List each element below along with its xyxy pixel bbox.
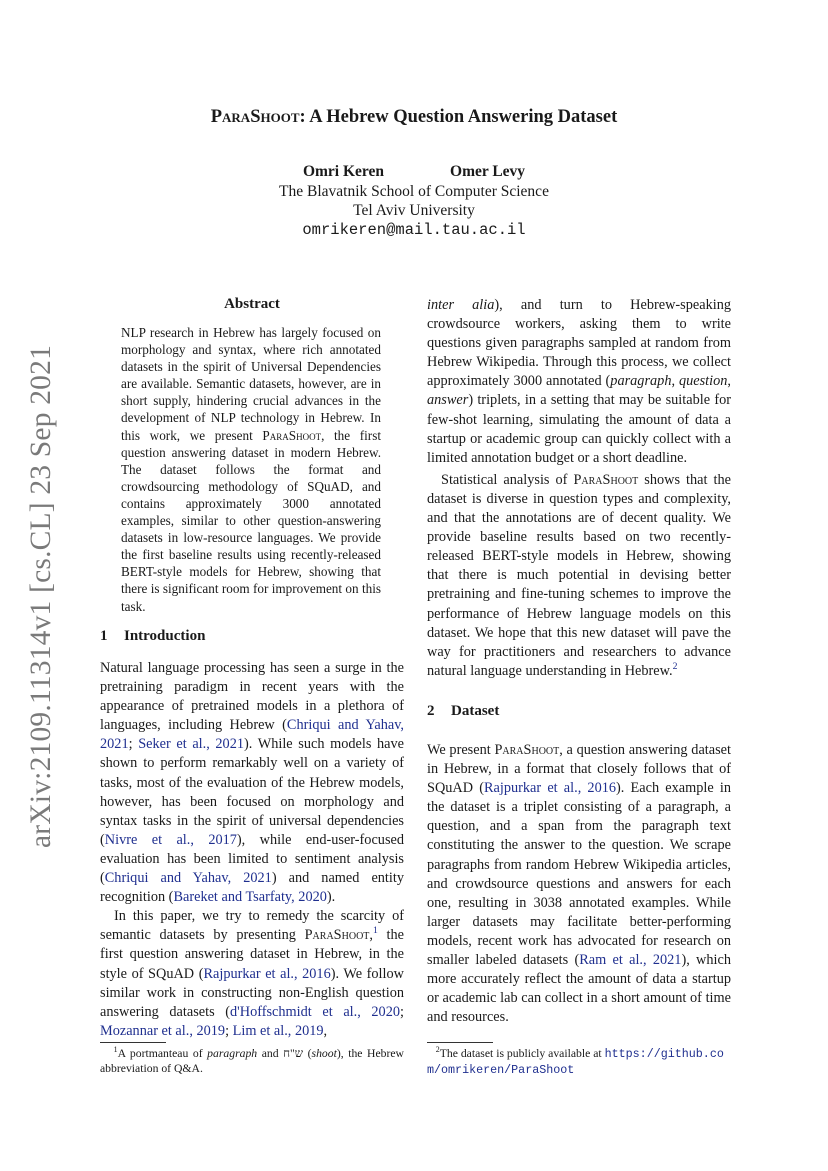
paragraph xyxy=(427,741,731,1027)
text-run: ), which more accurately reflect the amount of data a startup or academic lab can collect in a short amount of time and resources. xyxy=(427,952,731,1026)
text-run: ). We follow similar work in constructing non-English question answering datasets ( xyxy=(100,965,404,1020)
paper-title xyxy=(0,107,828,128)
footnote-marker: 2 xyxy=(435,1045,440,1055)
paragraph: In this paper, we try to remedy the scarcity of semantic datasets by presenting ParaShoot,$^1$ the first question answering dataset in Hebrew, in the style of SQuAD (Rajpurkar et al., 2016). We follow similar work in constructing non-English question answering datasets (d'Hoffschmidt et al., 2020; Mozannar et al., 2019; Lim et al., 2019, xyxy=(100,908,404,1039)
abstract-heading: Abstract xyxy=(224,296,280,312)
citation-link[interactable]: Chriqui and Yahav, 2021 xyxy=(100,717,404,753)
citation-link[interactable]: Seker et al., 2021 xyxy=(138,736,245,753)
footnote-2 xyxy=(427,1046,731,1078)
text-run: , xyxy=(727,373,731,390)
dataset-name: ParaShoot xyxy=(304,927,370,944)
text-run: , xyxy=(671,373,679,390)
italic-text: answer xyxy=(427,392,469,409)
section-heading-introduction xyxy=(100,628,205,645)
italic-text: paragraph xyxy=(610,373,672,390)
text-run: ; xyxy=(225,1022,233,1039)
author-block xyxy=(0,162,828,240)
github-url-link[interactable]: https://github.com/omrikeren/ParaShoot xyxy=(427,1047,724,1077)
text-run: We present xyxy=(427,742,495,758)
footnote-marker: 1 xyxy=(113,1045,118,1055)
footnote-1 xyxy=(100,1046,404,1076)
text-run: ), and turn to Hebrew-speaking crowdsource workers, asking them to write questions given paragraphs sampled at random from Hebrew Wikipedia. Through this process, we collect approximately 3000 annotated ( xyxy=(427,297,731,390)
text-run: ). Each example in the dataset is a triplet consisting of a paragraph, a question, and a span from the paragraph text constituting the answer to the question. We scrape paragraphs from random Hebrew Wikipedia articles, and crowdsource questions and answers for each one, resulting in 3038 annotated examples. While larger datasets may facilitate better-performing models, recent work has advocated for research on smaller labeled datasets ( xyxy=(427,780,731,969)
text-run: The dataset is publicly available at xyxy=(439,1047,605,1060)
text-run: Statistical analysis of xyxy=(441,471,574,488)
footnote-marker[interactable]: 2 xyxy=(672,661,678,673)
text-run: ( xyxy=(303,1047,312,1060)
text-run: ) triplets, in a setting that may be suitable for few-shot learning, simulating the amount of data a startup or academic group can quickly collect with a limited annotation budget or a short deadline. xyxy=(427,392,731,466)
introduction-body xyxy=(100,659,404,1041)
citation-link[interactable]: d'Hoffschmidt et al., 2020 xyxy=(230,1003,401,1020)
section-title: Introduction xyxy=(124,628,206,644)
italic-text: question xyxy=(678,373,728,390)
abstract-text-part: NLP research in Hebrew has largely focused on morphology and syntax, where rich annotated datasets in the spirit of Universal Dependencies are available. Semantic datasets, however, are in short supply, hindering crucial advances in the development of NLP technology in Hebrew. In this work, we present xyxy=(121,325,381,443)
text-run: In this paper, we try to remedy the scarcity of semantic datasets by presenting xyxy=(100,908,404,944)
text-run: ), the Hebrew abbreviation of Q&A. xyxy=(100,1047,404,1075)
abstract-text xyxy=(121,324,381,615)
italic-text: shoot xyxy=(311,1047,337,1060)
citation-link[interactable]: Rajpurkar et al., 2016 xyxy=(484,780,617,797)
title-dataset-name: ParaShoot xyxy=(210,107,300,127)
section-number: 2 xyxy=(427,703,435,719)
text-run: and xyxy=(257,1047,284,1060)
text-run: , xyxy=(323,1022,328,1039)
title-rest: : A Hebrew Question Answering Dataset xyxy=(299,107,618,127)
abstract-text-part: , the first question answering dataset in modern Hebrew. The dataset follows the format and crowdsourcing methodology of SQuAD, and contains approximately 3000 annotated examples, similar to other question-answering datasets in low-resource languages. We provide the first baseline results using recently-released BERT-style models for Hebrew, showing that there is significant room for improvement on this task. xyxy=(121,427,381,614)
text-run: ). While such models have shown to perform remarkably well on a variety of tasks, most of the evaluation of the Hebrew models, however, has been focused on morphology and syntax tasks in the spirit of universal dependencies ( xyxy=(100,736,405,848)
dataset-name: ParaShoot xyxy=(573,471,639,488)
text-run: , a question answering dataset in Hebrew, in a format that closely follows that of SQuAD ( xyxy=(427,742,731,797)
section-title: Dataset xyxy=(451,703,500,719)
text-run: shows that the dataset is diverse in question types and complexity, and that the annotations are of decent quality. We provide baseline results based on two recently-released BERT-style models in Hebrew, showing that there is much potential in devising better pretraining and fine-tuning schemes to improve the performance of Hebrew language models on this dataset. We hope that this new dataset will pave the way for practitioners and researchers to advance natural language understanding in Hebrew. xyxy=(427,471,731,679)
affiliation: Tel Aviv University xyxy=(353,202,475,219)
citation-link[interactable]: Ram et al., 2021 xyxy=(579,952,682,969)
citation-link[interactable]: Rajpurkar et al., 2016 xyxy=(203,965,331,982)
text-run: ; xyxy=(128,736,139,753)
italic-text: inter alia xyxy=(427,297,495,313)
author-names xyxy=(0,162,828,182)
author-email[interactable]: omrikeren@mail.tau.ac.il xyxy=(302,220,526,239)
right-column-text xyxy=(427,296,731,681)
section-heading-dataset xyxy=(427,703,499,720)
text-run: ), while end-user-focused evaluation has been limited to sentiment analysis ( xyxy=(100,831,404,887)
footnote-rule xyxy=(427,1042,493,1043)
citation-link[interactable]: Bareket and Tsarfaty, 2020 xyxy=(173,889,327,906)
footnote-marker[interactable]: 1 xyxy=(372,925,378,937)
author-name: Omri Keren xyxy=(302,163,385,180)
italic-text: paragraph xyxy=(207,1047,258,1060)
citation-link[interactable]: Chriqui and Yahav, 2021 xyxy=(104,870,272,887)
section-number: 1 xyxy=(100,628,108,644)
citation-link[interactable]: Lim et al., 2019 xyxy=(232,1022,324,1039)
author-name: Omer Levy xyxy=(450,163,526,180)
citation-link[interactable]: Nivre et al., 2017 xyxy=(104,831,237,848)
affiliation: The Blavatnik School of Computer Science xyxy=(279,182,549,200)
footnote-rule xyxy=(100,1042,166,1043)
arxiv-identifier: arXiv:2109.11314v1 [cs.CL] 23 Sep 2021 xyxy=(25,344,57,848)
text-run: Natural language processing has seen a surge in the pretraining paradigm in recent years with the appearance of pretrained models in a plethora of languages, including Hebrew ( xyxy=(100,660,404,734)
text-run: ; xyxy=(400,1003,404,1020)
paragraph xyxy=(427,471,731,681)
dataset-body xyxy=(427,741,731,1027)
dataset-name: ParaShoot xyxy=(262,427,322,443)
hebrew-text: ש"ח xyxy=(283,1047,304,1060)
text-run: ) and named entity recognition ( xyxy=(100,870,404,906)
text-run: A portmanteau of xyxy=(117,1047,208,1060)
paragraph xyxy=(100,659,404,907)
dataset-name: ParaShoot xyxy=(494,742,560,758)
paragraph xyxy=(427,296,731,468)
text-run: ). xyxy=(326,889,336,906)
citation-link[interactable]: Mozannar et al., 2019 xyxy=(100,1022,226,1039)
text-run: the first question answering dataset in Hebrew, in the style of SQuAD ( xyxy=(100,927,404,982)
